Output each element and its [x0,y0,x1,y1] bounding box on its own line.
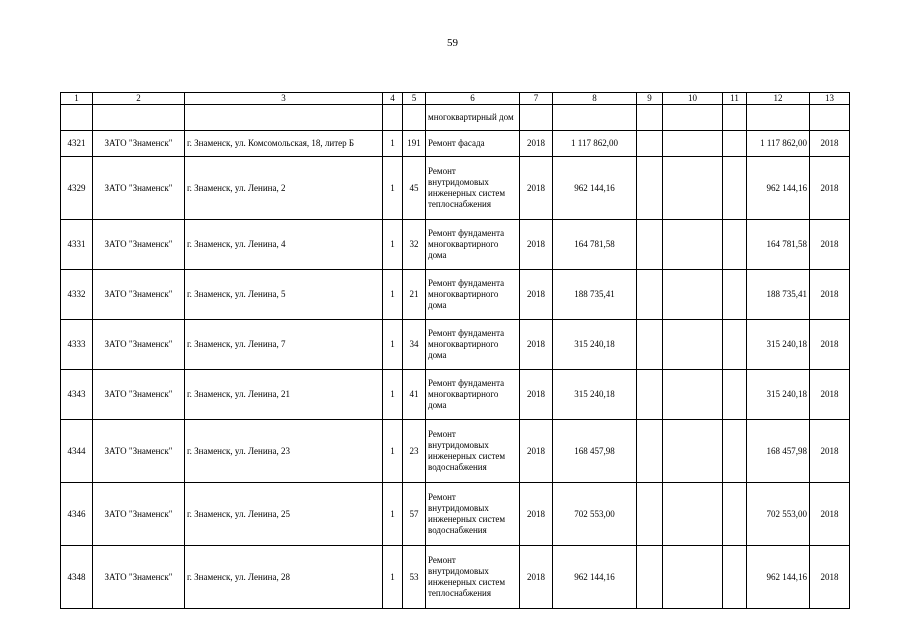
cell-col-9 [637,420,663,483]
cell-address: г. Знаменск, ул. Ленина, 28 [185,546,383,609]
cell-col-11 [723,420,747,483]
cell-col-10 [663,157,723,220]
cell-row-id: 4346 [61,483,93,546]
cell-col-5: 23 [403,420,426,483]
cell-municipality: ЗАТО "Знаменск" [93,270,185,320]
cell-row-id: 4348 [61,546,93,609]
cell-work-type: Ремонт фундамента многоквартирного дома [426,370,520,420]
cell-cost: 188 735,41 [553,270,637,320]
cell-municipality: ЗАТО "Знаменск" [93,420,185,483]
cell-cost: 1 117 862,00 [553,131,637,157]
column-header-3: 3 [185,93,383,105]
column-header-5: 5 [403,93,426,105]
cell-municipality: ЗАТО "Знаменск" [93,546,185,609]
cell-col-5: 41 [403,370,426,420]
cell-address: г. Знаменск, ул. Ленина, 4 [185,220,383,270]
cell-col-9 [637,546,663,609]
cell-address: г. Знаменск, ул. Ленина, 5 [185,270,383,320]
cell-col-13: 2018 [810,483,850,546]
cell-address: г. Знаменск, ул. Комсомольская, 18, литер Б [185,131,383,157]
column-header-9: 9 [637,93,663,105]
cell-col-4: 1 [383,420,403,483]
cell-col-11 [723,131,747,157]
cell-col-13: 2018 [810,131,850,157]
cell-work-type: Ремонт внутридомовых инженерных систем теплоснабжения [426,546,520,609]
table-row [61,220,850,270]
cell-work-type: Ремонт внутридомовых инженерных систем водоснабжения [426,420,520,483]
column-header-13: 13 [810,93,850,105]
cell-col-11 [723,320,747,370]
cell-col-5: 34 [403,320,426,370]
column-header-4: 4 [383,93,403,105]
column-header-6: 6 [426,93,520,105]
cell-col-13: 2018 [810,157,850,220]
cell-col-10 [663,546,723,609]
cell-col-5: 57 [403,483,426,546]
cell-col-4: 1 [383,270,403,320]
cell-col-4: 1 [383,157,403,220]
table-row [61,157,850,220]
cell-col-4: 1 [383,483,403,546]
cell-col-5: 53 [403,546,426,609]
cell-col-9 [637,483,663,546]
column-header-1: 1 [61,93,93,105]
cell-work-type: Ремонт фундамента многоквартирного дома [426,320,520,370]
cell-year: 2018 [520,131,553,157]
cell-col-5: 191 [403,131,426,157]
cell-col-10 [663,320,723,370]
cell-col-10 [663,270,723,320]
cell-col-11 [723,270,747,320]
table-row [61,270,850,320]
cell-col-9 [637,320,663,370]
cell-cost: 962 144,16 [553,157,637,220]
cell-year: 2018 [520,320,553,370]
cell-col-10 [663,370,723,420]
cell-col-5: 45 [403,157,426,220]
cell-col-11 [723,483,747,546]
cell-year: 2018 [520,220,553,270]
table-row [61,131,850,157]
cell-col-9 [637,370,663,420]
cell-col-10 [663,131,723,157]
page-number: 59 [447,37,458,49]
cell-row-id: 4329 [61,157,93,220]
cell-cost: 962 144,16 [553,546,637,609]
cell-year: 2018 [520,270,553,320]
cell-year: 2018 [520,370,553,420]
cell-year: 2018 [520,420,553,483]
table-row [61,370,850,420]
table-row [61,320,850,370]
cell-col-13: 2018 [810,420,850,483]
cell-col-5: 21 [403,270,426,320]
cell-col-9 [637,270,663,320]
cell-municipality: ЗАТО "Знаменск" [93,320,185,370]
cell-municipality: ЗАТО "Знаменск" [93,483,185,546]
cell-col-5: 32 [403,220,426,270]
cell-municipality: ЗАТО "Знаменск" [93,157,185,220]
column-header-7: 7 [520,93,553,105]
cell-col-12: 315 240,18 [747,370,810,420]
cell-col-13: 2018 [810,546,850,609]
cell-col-10 [663,483,723,546]
cell-col-12: 168 457,98 [747,420,810,483]
cell-cost: 168 457,98 [553,420,637,483]
column-number-row [61,93,850,105]
cell-municipality: ЗАТО "Знаменск" [93,220,185,270]
cell-row-id: 4344 [61,420,93,483]
cell-cost: 164 781,58 [553,220,637,270]
cell-municipality: ЗАТО "Знаменск" [93,131,185,157]
cell-col-11 [723,546,747,609]
cell-row-id: 4331 [61,220,93,270]
cell-col-4: 1 [383,131,403,157]
cell-row-id: 4321 [61,131,93,157]
capital-repair-table [60,92,850,609]
table-row [61,546,850,609]
cell-cost: 702 553,00 [553,483,637,546]
cell-address: г. Знаменск, ул. Ленина, 21 [185,370,383,420]
cell-municipality: ЗАТО "Знаменск" [93,370,185,420]
cell-year: 2018 [520,483,553,546]
cell-address: г. Знаменск, ул. Ленина, 2 [185,157,383,220]
cell-address: г. Знаменск, ул. Ленина, 23 [185,420,383,483]
cell-col-12: 188 735,41 [747,270,810,320]
cell-col-13: 2018 [810,320,850,370]
cell-col-9 [637,131,663,157]
cell-col-4: 1 [383,546,403,609]
cell-work-type: Ремонт фундамента многоквартирного дома [426,270,520,320]
continuation-row [61,105,850,131]
cell-col-12: 315 240,18 [747,320,810,370]
cell-col-4: 1 [383,320,403,370]
column-header-8: 8 [553,93,637,105]
cell-col-9 [637,220,663,270]
cell-work-type: Ремонт фундамента многоквартирного дома [426,220,520,270]
cell-col-11 [723,157,747,220]
cell-col-10 [663,220,723,270]
cell-col-4: 1 [383,220,403,270]
cell-col-12: 962 144,16 [747,546,810,609]
cell-address: г. Знаменск, ул. Ленина, 25 [185,483,383,546]
cell-cost: 315 240,18 [553,320,637,370]
table-row [61,483,850,546]
cell-row-id: 4343 [61,370,93,420]
cell-address: г. Знаменск, ул. Ленина, 7 [185,320,383,370]
cell-work-type: Ремонт внутридомовых инженерных систем теплоснабжения [426,157,520,220]
cell-col-13: 2018 [810,270,850,320]
cell-row-id: 4332 [61,270,93,320]
cell-col-12: 702 553,00 [747,483,810,546]
cell-col-12: 164 781,58 [747,220,810,270]
cell-col-12: 1 117 862,00 [747,131,810,157]
cell-col-11 [723,370,747,420]
cell-row-id: 4333 [61,320,93,370]
cell-col-4: 1 [383,370,403,420]
cell-cost: 315 240,18 [553,370,637,420]
cell-col-13: 2018 [810,370,850,420]
cell-col-11 [723,220,747,270]
cell-col-9 [637,157,663,220]
cell-col-13: 2018 [810,220,850,270]
cell-col-10 [663,420,723,483]
cell-year: 2018 [520,546,553,609]
cell-col-12: 962 144,16 [747,157,810,220]
column-header-12: 12 [747,93,810,105]
column-header-2: 2 [93,93,185,105]
cell-work-type: Ремонт фасада [426,131,520,157]
table-row [61,420,850,483]
cell-work-type: Ремонт внутридомовых инженерных систем водоснабжения [426,483,520,546]
column-header-10: 10 [663,93,723,105]
cell-year: 2018 [520,157,553,220]
continuation-work: многоквартирный дом [426,105,520,131]
column-header-11: 11 [723,93,747,105]
